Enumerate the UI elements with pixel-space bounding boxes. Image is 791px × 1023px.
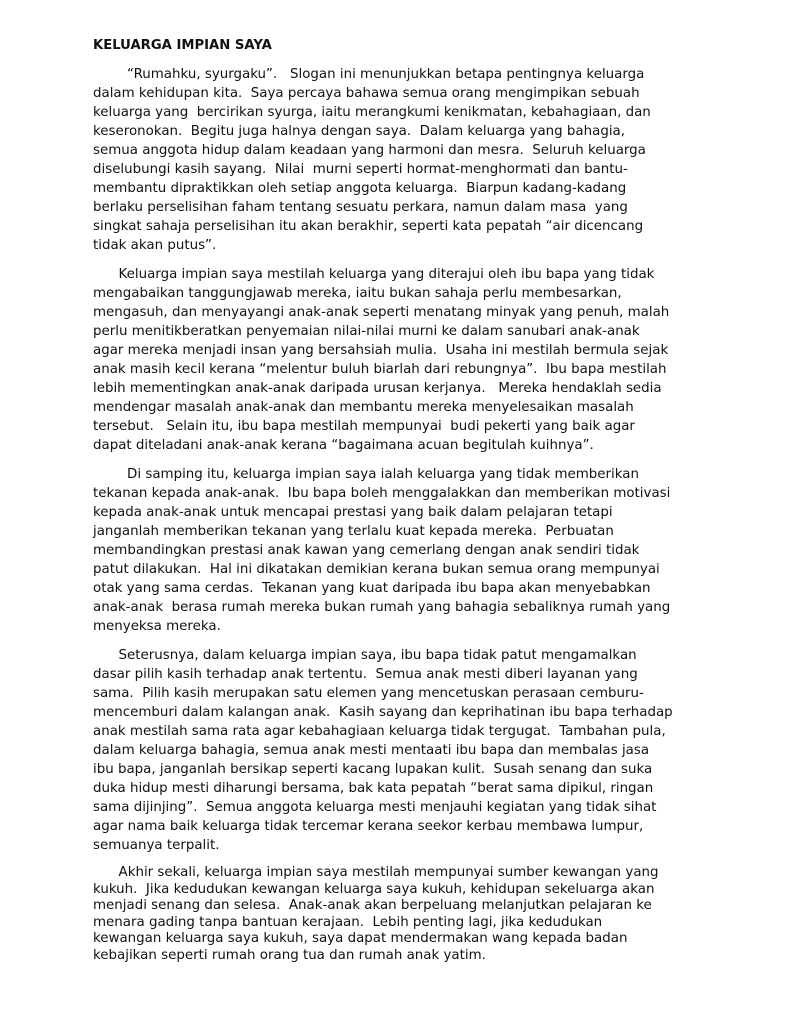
text-line: otak yang sama cerdas. Tekanan yang kuat daripada ibu bapa akan menyebabkan	[93, 581, 651, 596]
text-line: anak-anak berasa rumah mereka bukan rumah yang bahagia sebaliknya rumah yang	[93, 600, 671, 615]
text-line: semuanya terpalit.	[93, 838, 220, 853]
text-line: janganlah memberikan tekanan yang terlalu kuat kepada mereka. Perbuatan	[93, 524, 614, 539]
text-line: diselubungi kasih sayang. Nilai murni seperti hormat-menghormati dan bantu-	[93, 162, 628, 177]
text-line: berlaku perselisihan faham tentang sesuatu perkara, namun dalam masa yang	[93, 200, 628, 215]
paragraph-5	[93, 865, 700, 964]
text-line: kebajikan seperti rumah orang tua dan rumah anak yatim.	[93, 947, 486, 963]
text-line: Akhir sekali, keluarga impian saya mestilah mempunyai sumber kewangan yang	[93, 865, 659, 880]
text-line: mengabaikan tanggungjawab mereka, iaitu bukan sahaja perlu membesarkan,	[93, 286, 622, 301]
text-line: dalam kehidupan kita. Saya percaya bahawa semua orang mengimpikan sebuah	[93, 86, 640, 101]
paragraph-4	[93, 646, 700, 855]
text-line: patut dilakukan. Hal ini dikatakan demikian kerana bukan semua orang mempunyai	[93, 562, 660, 577]
text-line: menyeksa mereka.	[93, 619, 221, 634]
text-line: membandingkan prestasi anak kawan yang cemerlang dengan anak sendiri tidak	[93, 543, 640, 558]
text-line: anak mestilah sama rata agar kebahagiaan keluarga tidak tergugat. Tambahan pula,	[93, 724, 666, 739]
text-line: menara gading tanpa bantuan kerajaan. Lebih penting lagi, jika kedudukan	[93, 914, 603, 930]
text-line: semua anggota hidup dalam keadaan yang harmoni dan mesra. Seluruh keluarga	[93, 143, 646, 158]
text-line: mendengar masalah anak-anak dan membantu mereka menyelesaikan masalah	[93, 400, 634, 415]
text-line: anak masih kecil kerana “melentur buluh biarlah dari rebungnya”. Ibu bapa mestilah	[93, 362, 667, 377]
document-page	[93, 36, 700, 974]
text-line: agar nama baik keluarga tidak tercemar kerana seekor kerbau membawa lumpur,	[93, 819, 644, 834]
text-line: keseronokan. Begitu juga halnya dengan saya. Dalam keluarga yang bahagia,	[93, 124, 626, 139]
text-line: dasar pilih kasih terhadap anak tertentu. Semua anak mesti diberi layanan yang	[93, 667, 638, 682]
text-line: tidak akan putus”.	[93, 238, 217, 253]
text-line: lebih mementingkan anak-anak daripada urusan kerjanya. Mereka hendaklah sedia	[93, 381, 662, 396]
text-line: mengasuh, dan menyayangi anak-anak seperti menatang minyak yang penuh, malah	[93, 305, 670, 320]
text-line: kewangan keluarga saya kukuh, saya dapat mendermakan wang kepada badan	[93, 931, 628, 946]
document-title: KELUARGA IMPIAN SAYA	[93, 38, 272, 53]
text-line: ibu bapa, janganlah bersikap seperti kacang lupakan kulit. Susah senang dan suka	[93, 762, 653, 777]
text-line: dalam keluarga bahagia, semua anak mesti mentaati ibu bapa dan membalas jasa	[93, 743, 650, 758]
paragraph-3	[93, 465, 700, 636]
text-line: sama. Pilih kasih merupakan satu elemen yang mencetuskan perasaan cemburu-	[93, 686, 644, 701]
paragraph-1	[93, 65, 700, 255]
text-line: mencemburi dalam kalangan anak. Kasih sayang dan keprihatinan ibu bapa terhadap	[93, 705, 673, 720]
text-line: “Rumahku, syurgaku”. Slogan ini menunjukkan betapa pentingnya keluarga	[93, 67, 645, 82]
text-line: sama dijinjing”. Semua anggota keluarga mesti menjauhi kegiatan yang tidak sihat	[93, 800, 657, 815]
text-line: Di samping itu, keluarga impian saya ialah keluarga yang tidak memberikan	[93, 467, 639, 482]
text-line: dapat diteladani anak-anak kerana “bagaimana acuan begitulah kuihnya”.	[93, 438, 594, 453]
text-line: kepada anak-anak untuk mencapai prestasi yang baik dalam pelajaran tetapi	[93, 505, 613, 520]
text-line: membantu dipraktikkan oleh setiap anggota keluarga. Biarpun kadang-kadang	[93, 181, 627, 196]
text-line: Seterusnya, dalam keluarga impian saya, ibu bapa tidak patut mengamalkan	[93, 648, 637, 663]
text-line: perlu menitikberatkan penyemaian nilai-nilai murni ke dalam sanubari anak-anak	[93, 324, 640, 339]
text-line: tersebut. Selain itu, ibu bapa mestilah mempunyai budi pekerti yang baik agar	[93, 419, 635, 434]
text-line: keluarga yang bercirikan syurga, iaitu merangkumi kenikmatan, kebahagiaan, dan	[93, 105, 651, 120]
text-line: Keluarga impian saya mestilah keluarga yang diterajui oleh ibu bapa yang tidak	[93, 267, 655, 282]
text-line: tekanan kepada anak-anak. Ibu bapa boleh menggalakkan dan memberikan motivasi	[93, 486, 671, 501]
text-line: singkat sahaja perselisihan itu akan berakhir, seperti kata pepatah “air dicencang	[93, 219, 644, 234]
text-line: duka hidup mesti diharungi bersama, bak kata pepatah “berat sama dipikul, ringan	[93, 781, 654, 796]
text-line: menjadi senang dan selesa. Anak-anak akan berpeluang melanjutkan pelajaran ke	[93, 898, 652, 913]
paragraph-2	[93, 265, 700, 455]
text-line: kukuh. Jika kedudukan kewangan keluarga saya kukuh, kehidupan sekeluarga akan	[93, 881, 655, 897]
text-line: agar mereka menjadi insan yang bersahsiah mulia. Usaha ini mestilah bermula sejak	[93, 343, 669, 358]
